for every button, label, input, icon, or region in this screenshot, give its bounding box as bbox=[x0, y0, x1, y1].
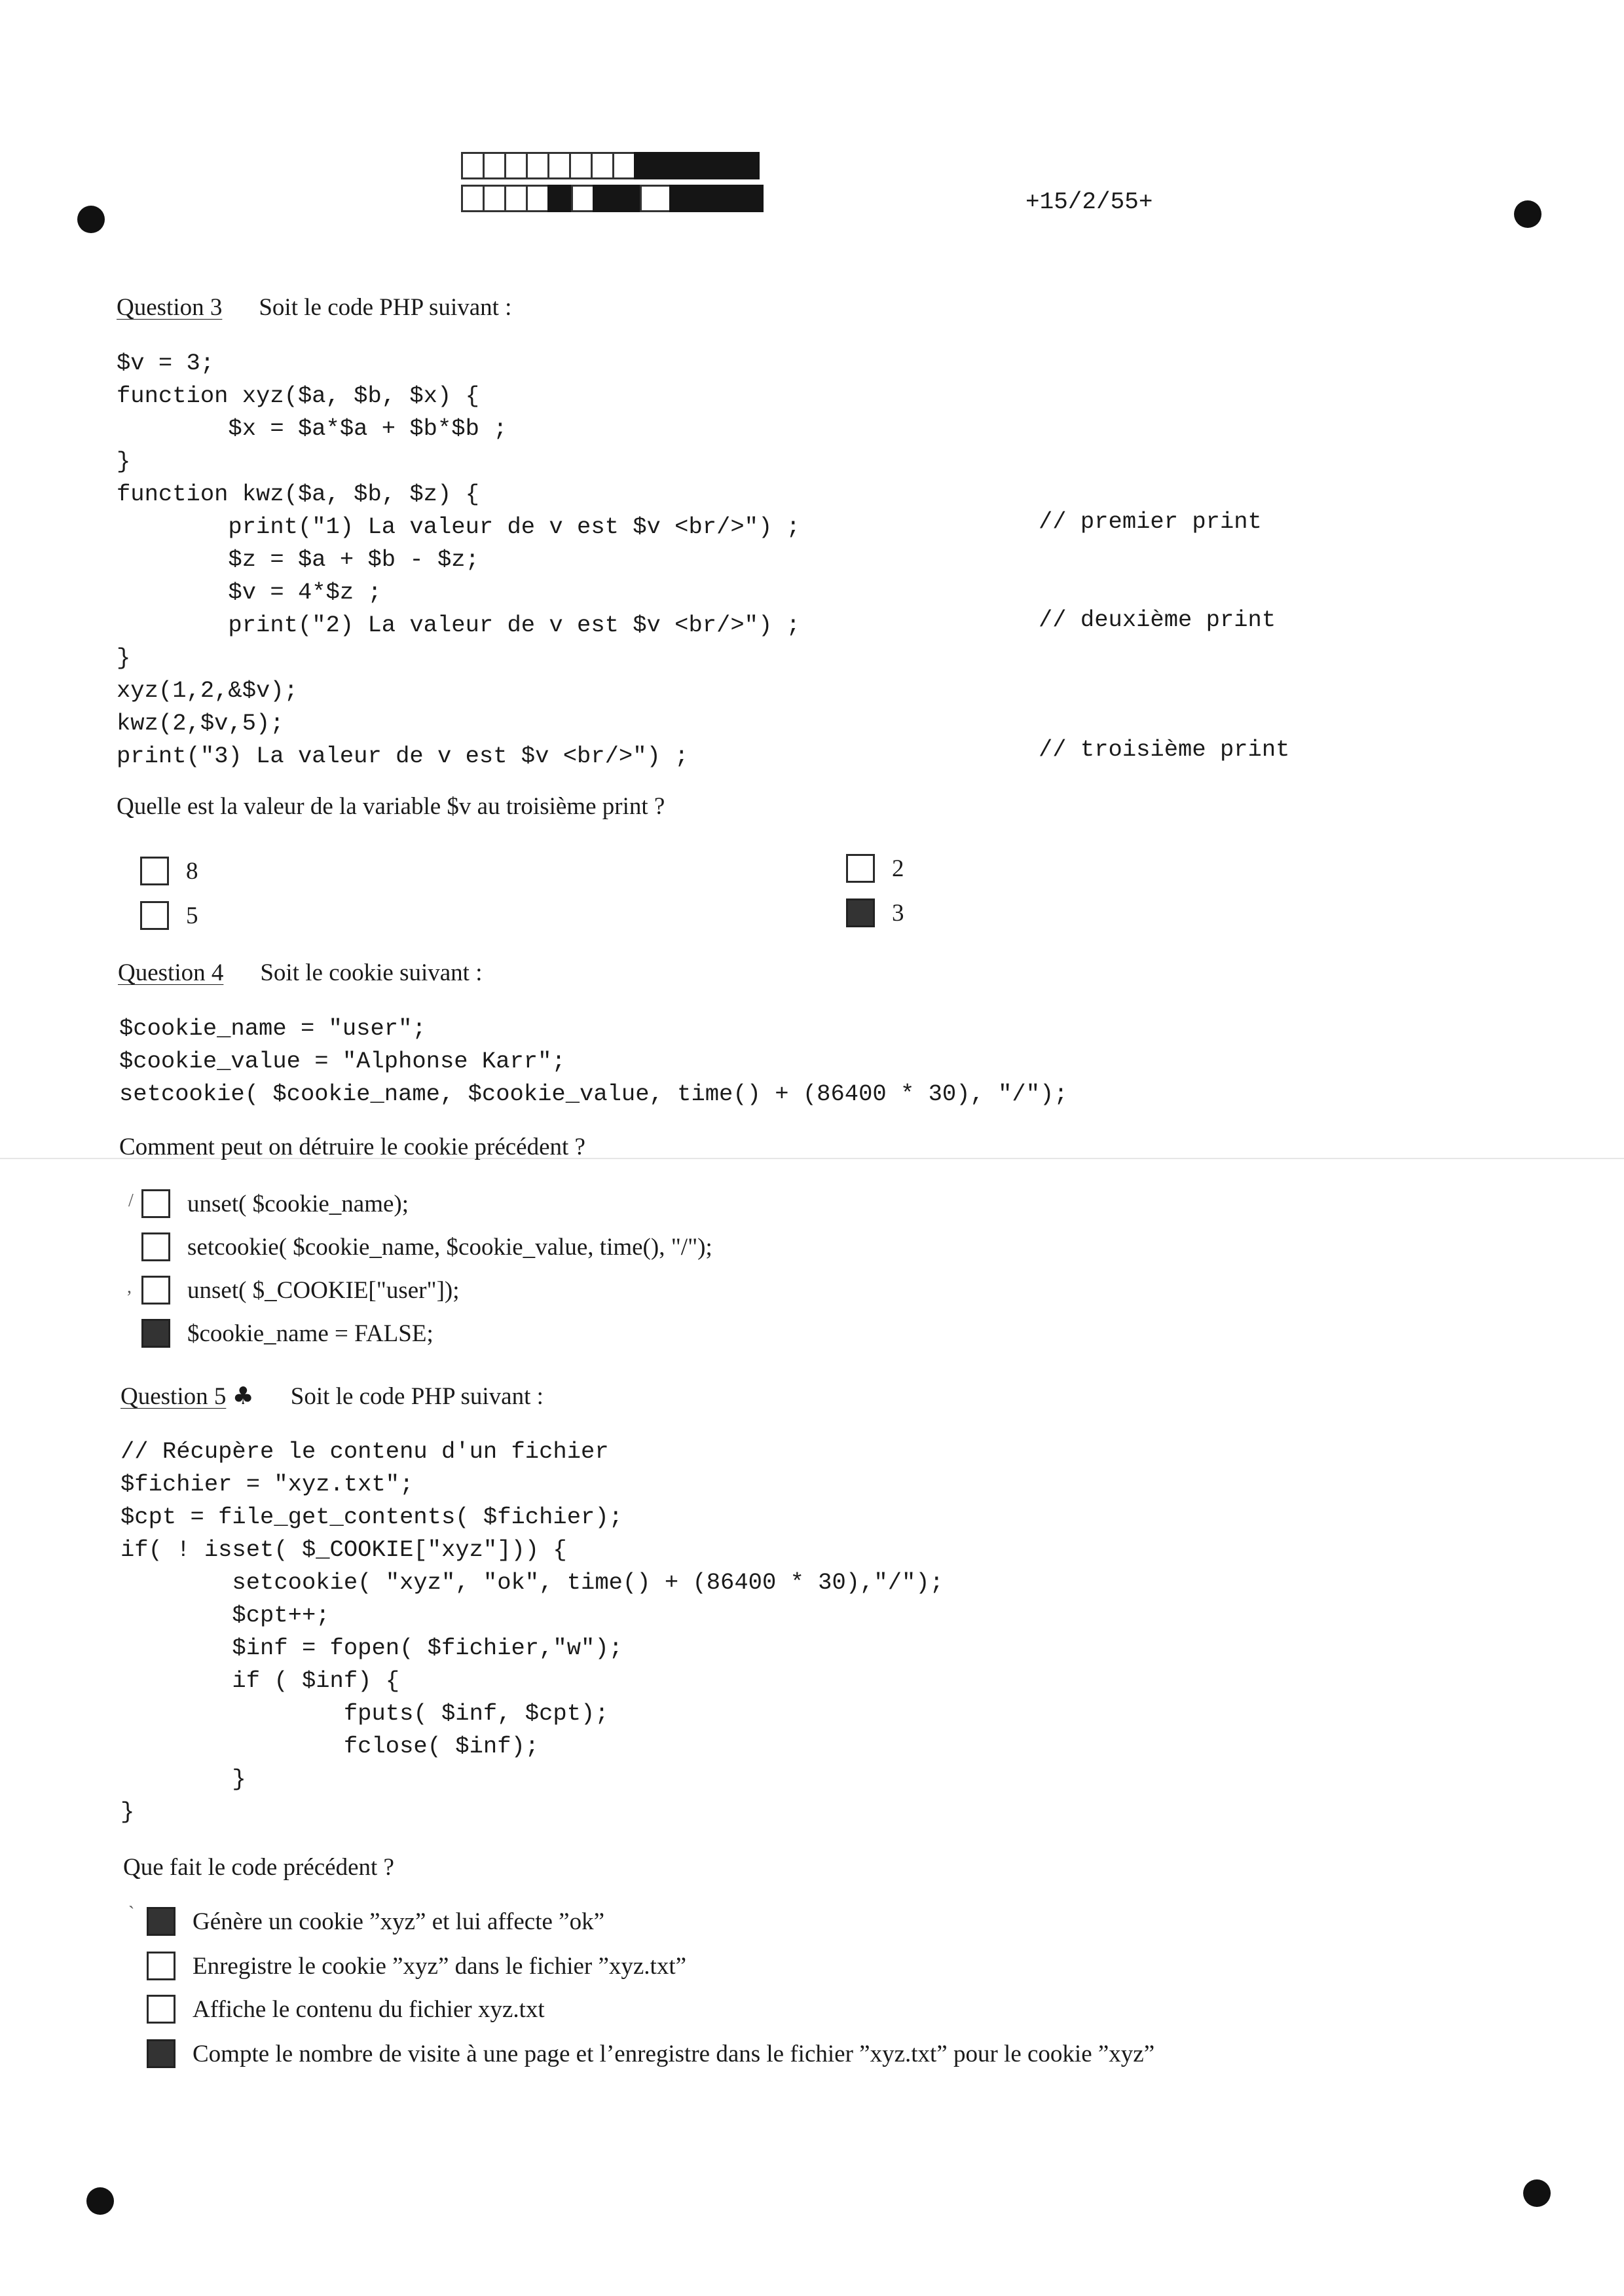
barcode-bar-white bbox=[461, 152, 485, 179]
answer-checkbox[interactable] bbox=[147, 1907, 175, 1936]
answer-label: 2 bbox=[892, 855, 904, 882]
barcode-bar-white bbox=[571, 185, 595, 212]
answer-label: 5 bbox=[186, 902, 198, 929]
barcode-bar-white bbox=[483, 152, 506, 179]
question-number: Question 5 bbox=[120, 1383, 227, 1410]
question-number: Question 3 bbox=[117, 294, 223, 321]
barcode-bar-white bbox=[504, 185, 528, 212]
barcode-bar-white bbox=[612, 152, 636, 179]
question-intro: Soit le cookie suivant : bbox=[260, 959, 483, 986]
code-block: $cookie_name = "user"; $cookie_value = "Alphonse Karr"; setcookie( $cookie_name, $cookie_value, time() + (86400 * 30), "/"); bbox=[119, 1015, 1068, 1107]
barcode-bar-black bbox=[732, 185, 764, 212]
answer-checkbox[interactable] bbox=[846, 898, 875, 927]
answer-option[interactable] bbox=[141, 1189, 409, 1218]
answer-checkbox[interactable] bbox=[846, 854, 875, 883]
question-title bbox=[117, 293, 511, 322]
pencil-tick-mark: , bbox=[127, 1277, 132, 1297]
answer-label: Compte le nombre de visite à une page et l’enregistre dans le fichier ”xyz.txt” pour le cookie ”xyz” bbox=[193, 2040, 1155, 2067]
code-comment: // premier print bbox=[1039, 508, 1262, 535]
answer-option[interactable] bbox=[140, 857, 198, 885]
question-prompt: Quelle est la valeur de la variable $v au troisième print ? bbox=[117, 793, 665, 820]
barcode-bar-white bbox=[504, 152, 528, 179]
question-prompt: Comment peut on détruire le cookie précédent ? bbox=[119, 1134, 585, 1160]
answer-option[interactable] bbox=[147, 1995, 545, 2024]
answer-label: Enregistre le cookie ”xyz” dans le fichier ”xyz.txt” bbox=[193, 1952, 687, 1980]
barcode-bar-black bbox=[701, 185, 732, 212]
answer-checkbox[interactable] bbox=[140, 857, 169, 885]
barcode-bar-white bbox=[547, 152, 571, 179]
code-block: $v = 3; function xyz($a, $b, $x) { $x = $a*$a + $b*$b ; } function kwz($a, $b, $z) { print("1) La valeur de v est $v <br/>") ; $z = $a + $b - $z; $v = 4*$z ; print("2) La valeur de v est $v <br/>") ; } xyz(1,2,&$v); kwz(2,$v,5); print("3) La valeur de v est $v <br/>") ; bbox=[117, 350, 800, 769]
barcode-bar-black bbox=[669, 185, 701, 212]
answer-option[interactable] bbox=[140, 901, 198, 930]
answer-option[interactable] bbox=[141, 1276, 460, 1305]
barcode-bar-white bbox=[461, 185, 485, 212]
answer-option[interactable] bbox=[147, 1952, 686, 1980]
question-title bbox=[118, 959, 482, 987]
answer-option[interactable] bbox=[147, 2039, 1154, 2068]
answer-checkbox[interactable] bbox=[147, 1952, 175, 1980]
answer-checkbox[interactable] bbox=[141, 1319, 170, 1348]
barcode-bar-black bbox=[593, 185, 616, 212]
registration-mark-bottom-left bbox=[86, 2187, 114, 2215]
registration-mark-top-right bbox=[1514, 200, 1541, 228]
barcode-bar-white bbox=[526, 185, 549, 212]
question-intro: Soit le code PHP suivant : bbox=[290, 1383, 544, 1410]
barcode-bar-white bbox=[640, 185, 671, 212]
barcode-row bbox=[461, 185, 773, 212]
barcode-row bbox=[461, 152, 773, 179]
club-icon: ♣ bbox=[232, 1382, 254, 1410]
question-prompt: Que fait le code précédent ? bbox=[123, 1854, 394, 1881]
answer-checkbox[interactable] bbox=[141, 1189, 170, 1218]
answer-label: unset( $cookie_name); bbox=[187, 1190, 409, 1217]
barcode-bar-black bbox=[547, 185, 571, 212]
answer-option[interactable] bbox=[846, 898, 904, 927]
registration-mark-top-left bbox=[77, 206, 105, 233]
barcode-bar-white bbox=[569, 152, 593, 179]
question-number: Question 4 bbox=[118, 959, 224, 986]
answer-option[interactable] bbox=[141, 1319, 434, 1348]
barcode-bar-black bbox=[697, 152, 728, 179]
answer-option[interactable] bbox=[846, 854, 904, 883]
answer-label: $cookie_name = FALSE; bbox=[187, 1320, 434, 1347]
code-comment: // troisième print bbox=[1039, 736, 1290, 763]
answer-label: 3 bbox=[892, 899, 904, 927]
answer-label: Génère un cookie ”xyz” et lui affecte ”ok” bbox=[193, 1908, 604, 1935]
barcode-bar-black bbox=[634, 152, 665, 179]
barcode-bar-white bbox=[591, 152, 614, 179]
barcode-bar-white bbox=[483, 185, 506, 212]
answer-label: 8 bbox=[186, 857, 198, 885]
answer-option[interactable] bbox=[147, 1907, 604, 1936]
question-title bbox=[120, 1382, 544, 1411]
barcode-bar-black bbox=[616, 185, 640, 212]
answer-checkbox[interactable] bbox=[140, 901, 169, 930]
barcode-bar-black bbox=[728, 152, 760, 179]
answer-label: unset( $_COOKIE["user"]); bbox=[187, 1276, 460, 1304]
answer-checkbox[interactable] bbox=[147, 2039, 175, 2068]
code-block: // Récupère le contenu d'un fichier $fichier = "xyz.txt"; $cpt = file_get_contents( $fichier); if( ! isset( $_COOKIE["xyz"])) { setcookie( "xyz", "ok", time() + (86400 * 30),"/"); $cpt++; $inf = fopen( $fichier,"w"); if ( $inf) { fputs( $inf, $cpt); fclose( $inf); } } bbox=[120, 1438, 944, 1825]
answer-label: setcookie( $cookie_name, $cookie_value, time(), "/"); bbox=[187, 1233, 712, 1261]
barcode-bar-white bbox=[526, 152, 549, 179]
answer-checkbox[interactable] bbox=[141, 1276, 170, 1305]
code-comment: // deuxième print bbox=[1039, 606, 1276, 633]
answer-option[interactable] bbox=[141, 1232, 712, 1261]
registration-mark-bottom-right bbox=[1523, 2179, 1551, 2207]
answer-checkbox[interactable] bbox=[147, 1995, 175, 2024]
answer-label: Affiche le contenu du fichier xyz.txt bbox=[193, 1995, 545, 2023]
question-intro: Soit le code PHP suivant : bbox=[259, 294, 512, 321]
page-id: +15/2/55+ bbox=[1025, 189, 1153, 215]
pencil-tick-mark: / bbox=[128, 1191, 134, 1211]
answer-checkbox[interactable] bbox=[141, 1232, 170, 1261]
pencil-tick-mark: ` bbox=[128, 1903, 135, 1923]
barcode-bar-black bbox=[665, 152, 697, 179]
